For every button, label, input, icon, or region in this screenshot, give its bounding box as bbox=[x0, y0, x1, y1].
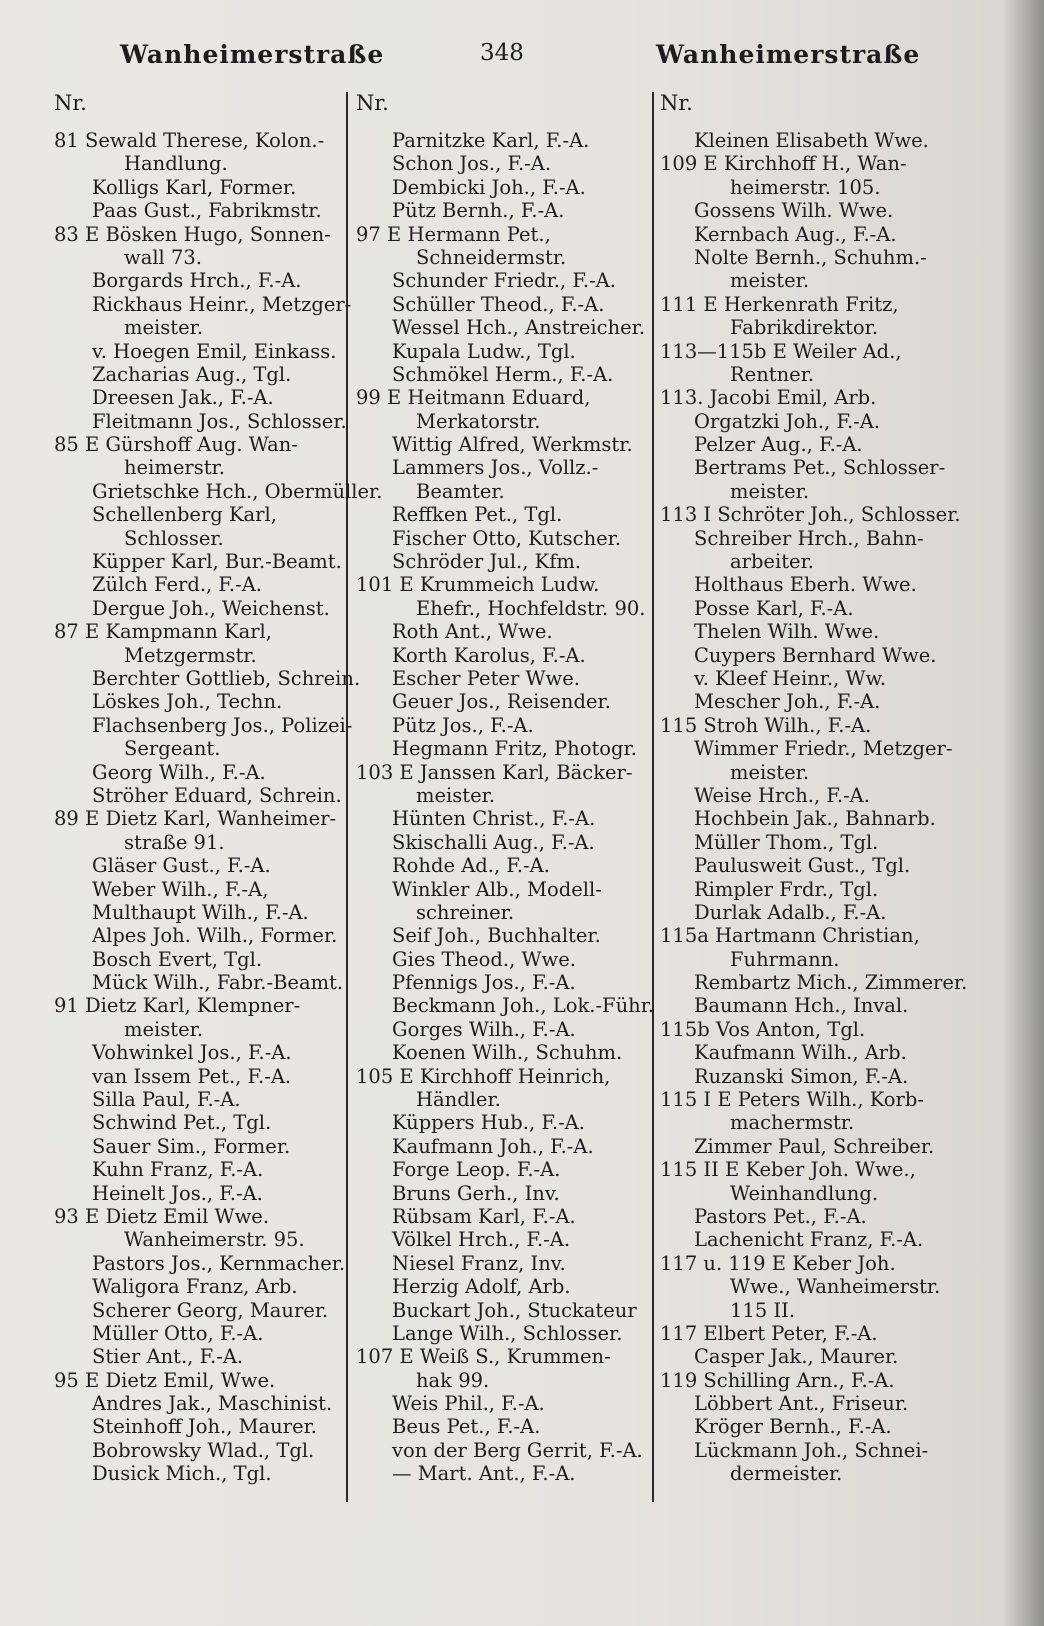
directory-entry-line: Ruzanski Simon, F.-A. bbox=[694, 1064, 909, 1088]
directory-entry-line: Reffken Pet., Tgl. bbox=[392, 503, 563, 527]
directory-entry-line: Dusick Mich., Tgl. bbox=[92, 1462, 272, 1486]
directory-entry-line: Seif Joh., Buchhalter. bbox=[392, 924, 601, 948]
directory-entry-line: Hünten Christ., F.-A. bbox=[392, 807, 596, 831]
column-3 bbox=[660, 91, 968, 1486]
directory-entry-line: Kuhn Franz, F.-A. bbox=[92, 1158, 264, 1182]
directory-entry-line: meister. bbox=[124, 1017, 204, 1041]
directory-entry-line: Grietschke Hch., Obermüller. bbox=[92, 479, 383, 503]
directory-entry-line: 115 II. bbox=[730, 1298, 796, 1322]
directory-entry-line: Beus Pet., F.-A. bbox=[392, 1415, 541, 1439]
directory-entry-line: Niesel Franz, Inv. bbox=[392, 1251, 566, 1275]
directory-entry-line: Hegmann Fritz, Photogr. bbox=[392, 737, 637, 761]
directory-entry-line: Fuhrmann. bbox=[730, 947, 840, 971]
directory-entry-line: meister. bbox=[730, 269, 810, 293]
directory-entry-line: Merkatorstr. bbox=[416, 409, 541, 433]
directory-entry-line: Schellenberg Karl, bbox=[92, 503, 277, 527]
directory-entry-line: Lange Wilh., Schlosser. bbox=[392, 1321, 623, 1345]
header-left-title: Wanheimerstraße bbox=[120, 40, 385, 69]
column-label: Nr. bbox=[54, 91, 87, 115]
directory-entry-line: Kaufmann Wilh., Arb. bbox=[694, 1041, 907, 1065]
directory-entry-line: Dembicki Joh., F.-A. bbox=[392, 175, 586, 199]
directory-entry-line: 95 E Dietz Emil, Wwe. bbox=[54, 1368, 276, 1392]
directory-entry-line: Fleitmann Jos., Schlosser. bbox=[92, 409, 347, 433]
directory-entry-line: Lachenicht Franz, F.-A. bbox=[694, 1228, 924, 1252]
column-label: Nr. bbox=[660, 91, 693, 115]
directory-entry-line: 109 E Kirchhoff H., Wan- bbox=[660, 152, 907, 176]
directory-entry-line: Waligora Franz, Arb. bbox=[92, 1275, 298, 1299]
directory-entry-line: Orgatzki Joh., F.-A. bbox=[694, 409, 881, 433]
column-2 bbox=[356, 91, 655, 1486]
directory-entry-line: Gläser Gust., F.-A. bbox=[92, 854, 271, 878]
directory-entry-line: Dreesen Jak., F.-A. bbox=[92, 386, 274, 410]
header-right-title: Wanheimerstraße bbox=[656, 40, 921, 69]
directory-entry-line: Posse Karl, F.-A. bbox=[694, 596, 854, 620]
directory-entry-line: Kernbach Aug., F.-A. bbox=[694, 222, 897, 246]
directory-entry-line: 105 E Kirchhoff Heinrich, bbox=[356, 1064, 611, 1088]
directory-entry-line: Thelen Wilh. Wwe. bbox=[694, 620, 880, 644]
directory-entry-line: Ströher Eduard, Schrein. bbox=[92, 783, 342, 807]
directory-entry-line: Löbbert Ant., Friseur. bbox=[694, 1392, 909, 1416]
directory-entry-line: Weber Wilh., F.-A, bbox=[92, 877, 269, 901]
directory-entry-line: meister. bbox=[730, 760, 810, 784]
directory-entry-line: Roth Ant., Wwe. bbox=[392, 620, 553, 644]
directory-entry-line: Georg Wilh., F.-A. bbox=[92, 760, 266, 784]
directory-entry-line: von der Berg Gerrit, F.-A. bbox=[392, 1438, 643, 1462]
directory-entry-line: Sauer Sim., Former. bbox=[92, 1134, 291, 1158]
directory-entry-line: Gies Theod., Wwe. bbox=[392, 947, 576, 971]
directory-entry-line: Andres Jak., Maschinist. bbox=[92, 1392, 333, 1416]
directory-entry-line: machermstr. bbox=[730, 1111, 855, 1135]
directory-entry-line: Rickhaus Heinr., Metzger- bbox=[92, 292, 352, 316]
directory-entry-line: 113—115b E Weiler Ad., bbox=[660, 339, 902, 363]
directory-entry-line: Bruns Gerh., Inv. bbox=[392, 1181, 560, 1205]
directory-entry-line: Schreiber Hrch., Bahn- bbox=[694, 526, 924, 550]
directory-entry-line: Scherer Georg, Maurer. bbox=[92, 1298, 329, 1322]
directory-entry-line: 107 E Weiß S., Krummen- bbox=[356, 1345, 611, 1369]
directory-entry-line: Mescher Joh., F.-A. bbox=[694, 690, 881, 714]
directory-entry-line: 87 E Kampmann Karl, bbox=[54, 620, 272, 644]
directory-entry-line: Löskes Joh., Techn. bbox=[92, 690, 283, 714]
directory-entry-line: Kleinen Elisabeth Wwe. bbox=[694, 129, 929, 152]
directory-entry-line: Mück Wilh., Fabr.-Beamt. bbox=[92, 971, 344, 995]
directory-entry-line: Lückmann Joh., Schnei- bbox=[694, 1438, 929, 1462]
directory-entry-line: Schunder Friedr., F.-A. bbox=[392, 269, 616, 293]
directory-entry-line: heimerstr. 105. bbox=[730, 175, 881, 199]
directory-entry-line: Pfennigs Jos., F.-A. bbox=[392, 971, 576, 995]
directory-entry-line: 81 Sewald Therese, Kolon.- bbox=[54, 129, 325, 152]
directory-entry-line: 101 E Krummeich Ludw. bbox=[356, 573, 600, 597]
directory-entry-line: Silla Paul, F.-A. bbox=[92, 1088, 241, 1112]
directory-entry-line: Skischalli Aug., F.-A. bbox=[392, 830, 595, 854]
directory-entry-line: Schwind Pet., Tgl. bbox=[92, 1111, 272, 1135]
directory-entry-line: v. Hoegen Emil, Einkass. bbox=[92, 339, 337, 363]
directory-entry-line: Rübsam Karl, F.-A. bbox=[392, 1204, 576, 1228]
directory-entry-line: Gorges Wilh., F.-A. bbox=[392, 1017, 576, 1041]
directory-entry-line: Parnitzke Karl, F.-A. bbox=[392, 129, 590, 152]
directory-entry-line: Herzig Adolf, Arb. bbox=[392, 1275, 571, 1299]
directory-entry-line: Metzgermstr. bbox=[124, 643, 257, 667]
directory-entry-line: Dergue Joh., Weichenst. bbox=[92, 596, 330, 620]
directory-entry-line: arbeiter. bbox=[730, 550, 814, 574]
directory-entry-line: Müller Thom., Tgl. bbox=[694, 830, 879, 854]
directory-entry-line: 117 Elbert Peter, F.-A. bbox=[660, 1321, 878, 1345]
directory-entry-line: Zülch Ferd., F.-A. bbox=[92, 573, 262, 597]
directory-entry-line: Fabrikdirektor. bbox=[730, 316, 879, 340]
directory-entry-line: Rembartz Mich., Zimmerer. bbox=[694, 971, 968, 995]
directory-entry-line: Winkler Alb., Modell- bbox=[392, 877, 602, 901]
directory-entry-line: 113 I Schröter Joh., Schlosser. bbox=[660, 503, 961, 527]
directory-entry-line: Steinhoff Joh., Maurer. bbox=[92, 1415, 317, 1439]
directory-entry-line: schreiner. bbox=[416, 900, 515, 924]
column-divider-2 bbox=[652, 92, 654, 1502]
directory-entry-line: 115a Hartmann Christian, bbox=[660, 924, 920, 948]
directory-entry-line: Weise Hrch., F.-A. bbox=[694, 783, 870, 807]
directory-entry-line: 89 E Dietz Karl, Wanheimer- bbox=[54, 807, 337, 831]
column-label: Nr. bbox=[356, 91, 389, 115]
directory-entry-line: Kaufmann Joh., F.-A. bbox=[392, 1134, 594, 1158]
directory-entry-line: Fischer Otto, Kutscher. bbox=[392, 526, 622, 550]
directory-entry-line: Rimpler Frdr., Tgl. bbox=[694, 877, 879, 901]
directory-entry-line: Forge Leop. F.-A. bbox=[392, 1158, 561, 1182]
directory-entry-line: Küpper Karl, Bur.-Beamt. bbox=[92, 550, 342, 574]
directory-entry-line: Holthaus Eberh. Wwe. bbox=[694, 573, 917, 597]
directory-entry-line: 119 Schilling Arn., F.-A. bbox=[660, 1368, 895, 1392]
directory-entry-line: Wanheimerstr. 95. bbox=[124, 1228, 305, 1252]
directory-entry-line: Casper Jak., Maurer. bbox=[694, 1345, 899, 1369]
directory-entry-line: meister. bbox=[124, 316, 204, 340]
directory-entry-line: Alpes Joh. Wilh., Former. bbox=[92, 924, 338, 948]
directory-entry-line: Müller Otto, F.-A. bbox=[92, 1321, 264, 1345]
directory-entry-line: 113. Jacobi Emil, Arb. bbox=[660, 386, 877, 410]
directory-entry-line: hak 99. bbox=[416, 1368, 490, 1392]
directory-entry-line: Escher Peter Wwe. bbox=[392, 666, 580, 690]
directory-entry-line: 83 E Bösken Hugo, Sonnen- bbox=[54, 222, 331, 246]
directory-entry-line: 85 E Gürshoff Aug. Wan- bbox=[54, 433, 298, 457]
directory-entry-line: Koenen Wilh., Schuhm. bbox=[392, 1041, 623, 1065]
directory-entry-line: Zacharias Aug., Tgl. bbox=[92, 362, 292, 386]
directory-entry-line: Lammers Jos., Vollz.- bbox=[392, 456, 599, 480]
directory-entry-line: Bosch Evert, Tgl. bbox=[92, 947, 263, 971]
directory-entry-line: heimerstr. bbox=[124, 456, 225, 480]
directory-entry-line: Rohde Ad., F.-A. bbox=[392, 854, 550, 878]
directory-entry-line: meister. bbox=[730, 479, 810, 503]
directory-entry-line: Berchter Gottlieb, Schrein. bbox=[92, 666, 361, 690]
directory-entry-line: van Issem Pet., F.-A. bbox=[92, 1064, 292, 1088]
column-entries bbox=[54, 129, 383, 1486]
directory-entry-line: Pastors Jos., Kernmacher. bbox=[92, 1251, 346, 1275]
directory-entry-line: Bertrams Pet., Schlosser- bbox=[694, 456, 946, 480]
directory-entry-line: Gossens Wilh. Wwe. bbox=[694, 199, 894, 223]
directory-entry-line: Wittig Alfred, Werkmstr. bbox=[392, 433, 633, 457]
directory-entry-line: 117 u. 119 E Keber Joh. bbox=[660, 1251, 896, 1275]
directory-entry-line: Wwe., Wanheimerstr. bbox=[730, 1275, 941, 1299]
directory-entry-line: dermeister. bbox=[730, 1462, 843, 1486]
directory-entry-line: Weinhandlung. bbox=[730, 1181, 879, 1205]
directory-entry-line: 115 I E Peters Wilh., Korb- bbox=[660, 1088, 924, 1112]
directory-entry-line: Buckart Joh., Stuckateur bbox=[392, 1298, 637, 1322]
directory-entry-line: straße 91. bbox=[124, 830, 225, 854]
directory-entry-line: v. Kleef Heinr., Ww. bbox=[694, 666, 887, 690]
directory-entry-line: 115 Stroh Wilh., F.-A. bbox=[660, 713, 872, 737]
directory-entry-line: Küppers Hub., F.-A. bbox=[392, 1111, 585, 1135]
directory-entry-line: meister. bbox=[416, 783, 496, 807]
directory-entry-line: Cuypers Bernhard Wwe. bbox=[694, 643, 937, 667]
directory-entry-line: Geuer Jos., Reisender. bbox=[392, 690, 611, 714]
page-header bbox=[0, 40, 1044, 80]
directory-entry-line: Paulusweit Gust., Tgl. bbox=[694, 854, 911, 878]
directory-entry-line: Schneidermstr. bbox=[416, 245, 567, 269]
directory-entry-line: Ehefr., Hochfeldstr. 90. bbox=[416, 596, 646, 620]
directory-entry-line: Stier Ant., F.-A. bbox=[92, 1345, 244, 1369]
directory-entry-line: Handlung. bbox=[124, 152, 228, 176]
directory-entry-line: 93 E Dietz Emil Wwe. bbox=[54, 1204, 270, 1228]
directory-entry-line: Beckmann Joh., Lok.-Führ. bbox=[392, 994, 655, 1018]
directory-entry-line: Nolte Bernh., Schuhm.- bbox=[694, 245, 927, 269]
directory-entry-line: Korth Karolus, F.-A. bbox=[392, 643, 586, 667]
page-number: 348 bbox=[480, 40, 524, 66]
directory-entry-line: 115 II E Keber Joh. Wwe., bbox=[660, 1158, 916, 1182]
directory-entry-line: Schon Jos., F.-A. bbox=[392, 152, 552, 176]
directory-entry-line: Kupala Ludw., Tgl. bbox=[392, 339, 576, 363]
directory-entry-line: Schüller Theod., F.-A. bbox=[392, 292, 605, 316]
column-1 bbox=[54, 91, 383, 1486]
directory-entry-line: 97 E Hermann Pet., bbox=[356, 222, 551, 246]
directory-entry-line: Sergeant. bbox=[124, 737, 221, 761]
directory-entry-line: Schlosser. bbox=[124, 526, 224, 550]
column-entries bbox=[356, 129, 655, 1486]
directory-entry-line: — Mart. Ant., F.-A. bbox=[392, 1462, 576, 1486]
directory-entry-line: Völkel Hrch., F.-A. bbox=[392, 1228, 571, 1252]
directory-entry-line: wall 73. bbox=[124, 245, 202, 269]
directory-entry-line: Rentner. bbox=[730, 362, 815, 386]
directory-entry-line: Baumann Hch., Inval. bbox=[694, 994, 909, 1018]
directory-entry-line: 111 E Herkenrath Fritz, bbox=[660, 292, 899, 316]
directory-entry-line: Zimmer Paul, Schreiber. bbox=[694, 1134, 935, 1158]
directory-entry-line: Schröder Jul., Kfm. bbox=[392, 550, 582, 574]
directory-entry-line: Pastors Pet., F.-A. bbox=[694, 1204, 867, 1228]
directory-entry-line: Hochbein Jak., Bahnarb. bbox=[694, 807, 936, 831]
directory-entry-line: Flachsenberg Jos., Polizei- bbox=[92, 713, 353, 737]
directory-entry-line: Durlak Adalb., F.-A. bbox=[694, 900, 887, 924]
directory-entry-line: 91 Dietz Karl, Klempner- bbox=[54, 994, 301, 1018]
directory-entry-line: Heinelt Jos., F.-A. bbox=[92, 1181, 263, 1205]
directory-entry-line: Bobrowsky Wlad., Tgl. bbox=[92, 1438, 315, 1462]
directory-entry-line: Pütz Jos., F.-A. bbox=[392, 713, 534, 737]
directory-entry-line: Vohwinkel Jos., F.-A. bbox=[92, 1041, 292, 1065]
directory-entry-line: Händler. bbox=[416, 1088, 501, 1112]
directory-entry-line: 115b Vos Anton, Tgl. bbox=[660, 1017, 866, 1041]
directory-entry-line: 99 E Heitmann Eduard, bbox=[356, 386, 591, 410]
directory-entry-line: Kolligs Karl, Former. bbox=[92, 175, 297, 199]
directory-entry-line: Paas Gust., Fabrikmstr. bbox=[92, 199, 322, 223]
directory-entry-line: Weis Phil., F.-A. bbox=[392, 1392, 545, 1416]
directory-entry-line: Pütz Bernh., F.-A. bbox=[392, 199, 565, 223]
directory-entry-line: Wessel Hch., Anstreicher. bbox=[392, 316, 646, 340]
directory-entry-line: Pelzer Aug., F.-A. bbox=[694, 433, 863, 457]
directory-entry-line: Borgards Hrch., F.-A. bbox=[92, 269, 302, 293]
directory-entry-line: Kröger Bernh., F.-A. bbox=[694, 1415, 892, 1439]
directory-entry-line: Multhaupt Wilh., F.-A. bbox=[92, 900, 309, 924]
directory-entry-line: Schmökel Herm., F.-A. bbox=[392, 362, 614, 386]
column-entries bbox=[660, 129, 968, 1486]
directory-entry-line: Wimmer Friedr., Metzger- bbox=[694, 737, 953, 761]
directory-entry-line: 103 E Janssen Karl, Bäcker- bbox=[356, 760, 633, 784]
directory-entry-line: Beamter. bbox=[416, 479, 505, 503]
